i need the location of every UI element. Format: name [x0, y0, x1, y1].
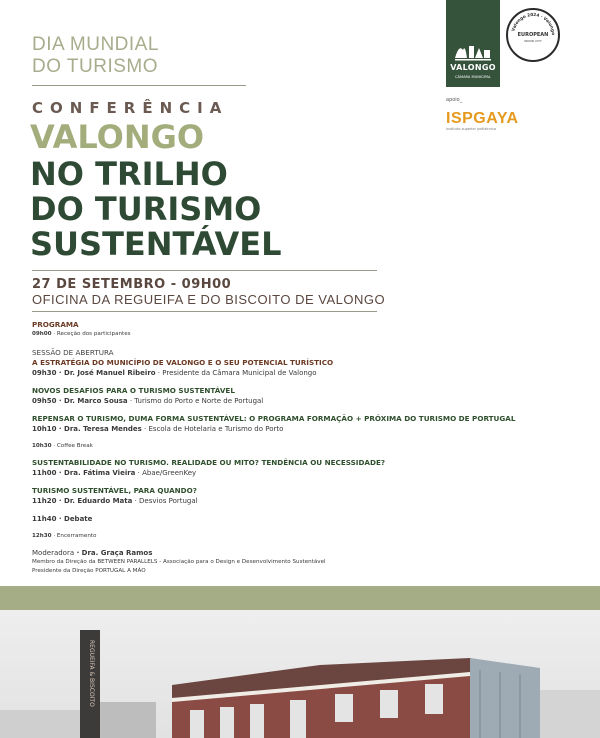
ispgaya-logo: ISPGAYA — [446, 110, 519, 127]
item-time: 11h40 — [32, 515, 57, 523]
conference-label: CONFERÊNCIA — [32, 99, 229, 117]
item-time: 11h00 — [32, 469, 57, 477]
seal-text: EUROPEAN — [517, 32, 549, 38]
item-time: 09h30 — [32, 369, 57, 377]
item-text: · Encerramento — [51, 533, 97, 539]
title-line1: VALONGO — [30, 118, 205, 156]
speaker-name: · Dr. José Manuel Ribeiro — [56, 369, 156, 377]
item-text: · Coffee Break — [51, 443, 93, 449]
moderator-desc-2: Presidente da Direção PORTUGAL A MÃO — [32, 568, 146, 574]
item-time: 12h30 — [32, 533, 52, 539]
programme — [32, 320, 562, 576]
item-time: 11h20 — [32, 497, 57, 505]
valongo-logo — [446, 0, 500, 87]
moderator-desc-1: Membro da Direção da BETWEEN PARALLELS - Associação para o Design e Desenvolvimento Sustentável — [32, 559, 326, 565]
event-venue: OFICINA DA REGUEIFA E DO BISCOITO DE VALONGO — [32, 292, 386, 307]
item-text: · Debate — [56, 515, 93, 523]
speaker-role: · Abae/GreenKey — [135, 469, 197, 477]
programme-label: PROGRAMA — [32, 320, 79, 329]
session-title: A ESTRATÉGIA DO MUNICÍPIO DE VALONGO E O SEU POTENCIAL TURÍSTICO — [32, 358, 334, 367]
speaker-name: · Dra. Fátima Vieira — [56, 469, 136, 477]
item-time: 09h50 — [32, 397, 57, 405]
moderator-label: Moderadora — [32, 549, 75, 557]
session-title: SUSTENTABILIDADE NO TURISMO. REALIDADE OU MITO? TENDÊNCIA OU NECESSIDADE? — [32, 458, 386, 467]
speaker-name: · Dr. Marco Sousa — [56, 397, 128, 405]
title-line2: NO TRILHO — [30, 155, 228, 193]
divider — [32, 311, 377, 312]
event-day — [32, 34, 159, 78]
ispgaya-subtitle: instituto superior politécnico — [446, 127, 497, 131]
item-time: 09h00 — [32, 331, 52, 337]
speaker-role: · Escola de Hotelaria e Turismo do Porto — [141, 425, 284, 433]
session-label: SESSÃO DE ABERTURA — [32, 348, 114, 357]
building-illustration — [0, 610, 600, 738]
speaker-name: · Dr. Eduardo Mata — [56, 497, 133, 505]
building-photo — [0, 610, 600, 738]
event-day-line2: DO TURISMO — [32, 56, 159, 77]
support-label: apoio_ — [446, 97, 463, 103]
speaker-role: · Presidente da Câmara Municipal de Valongo — [155, 369, 317, 377]
speaker-role: · Desvios Portugal — [132, 497, 198, 505]
sign-text: REGUEIFA & BISCOITO — [88, 640, 95, 707]
town-icon — [453, 36, 493, 62]
title-line3: DO TURISMO — [30, 190, 262, 228]
session-title: REPENSAR O TURISMO, DUMA FORMA SUSTENTÁVEL: O PROGRAMA FORMAÇÃO + PRÓXIMA DO TURISMO DE PORTUGAL — [32, 414, 516, 423]
divider — [32, 270, 377, 271]
item-time: 10h30 — [32, 443, 52, 449]
valongo-sub: CÂMARA MUNICIPAL — [455, 75, 491, 79]
title-line4: SUSTENTÁVEL — [30, 225, 282, 263]
item-time: 10h10 — [32, 425, 57, 433]
divider — [32, 85, 246, 86]
item-text: · Receção dos participantes — [51, 331, 131, 337]
moderator-name: · Dra. Graça Ramos — [74, 549, 153, 557]
session-title: NOVOS DESAFIOS PARA O TURISMO SUSTENTÁVEL — [32, 386, 235, 395]
event-day-line1: DIA MUNDIAL — [32, 34, 159, 55]
european-wood-city-seal — [506, 8, 560, 62]
seal-subtext: WOOD CITY — [524, 39, 542, 43]
event-date: 27 DE SETEMBRO - 09H00 — [32, 277, 232, 292]
session-title: TURISMO SUSTENTÁVEL, PARA QUANDO? — [32, 486, 197, 495]
seal-arc-text: Valongo 2024 · Valongo — [510, 11, 557, 36]
speaker-name: · Dra. Teresa Mendes — [56, 425, 142, 433]
valongo-name: VALONGO — [450, 63, 496, 72]
speaker-role: · Turismo do Porto e Norte de Portugal — [127, 397, 264, 405]
